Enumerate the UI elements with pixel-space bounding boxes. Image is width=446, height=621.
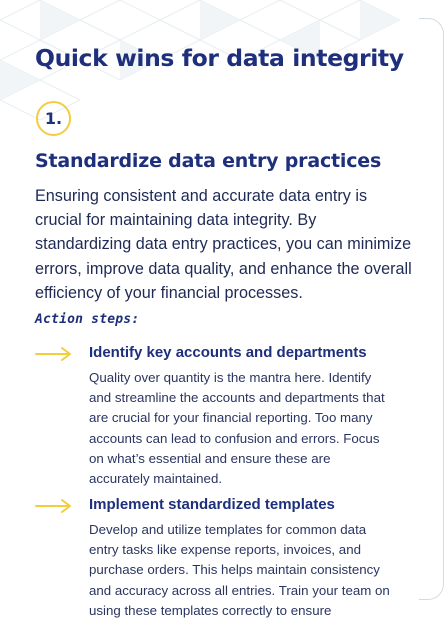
arrow-right-icon [35,498,73,514]
card-border [419,18,444,600]
step-description: Quality over quantity is the mantra here. Identify and streamline the accounts and departments that are crucial for your financial reporting. Too many accounts can lead to confusion and errors. Focus on what’s essential and ensure these are accurately maintained. [89,370,385,487]
action-steps-label: Action steps: [35,312,140,327]
step-description: Develop and utilize templates for common data entry tasks like expense reports, invoices, and purchase orders. This helps maintain consistency and accuracy across all entries. Train your team on using these templates correctly to ensure [89,522,390,618]
arrow-right-icon [35,346,73,362]
step-title: Implement standardized templates [89,496,335,513]
step-number-badge: 1. [36,101,71,136]
section-title: Standardize data entry practices [35,150,382,172]
intro-paragraph: Ensuring consistent and accurate data entry is crucial for maintaining data integrity. By standardizing data entry practices, you can minimize errors, improve data quality, and enhance the overall efficiency of your financial processes. [35,187,412,302]
step-title: Identify key accounts and departments [89,344,367,361]
page-title: Quick wins for data integrity [35,44,404,72]
